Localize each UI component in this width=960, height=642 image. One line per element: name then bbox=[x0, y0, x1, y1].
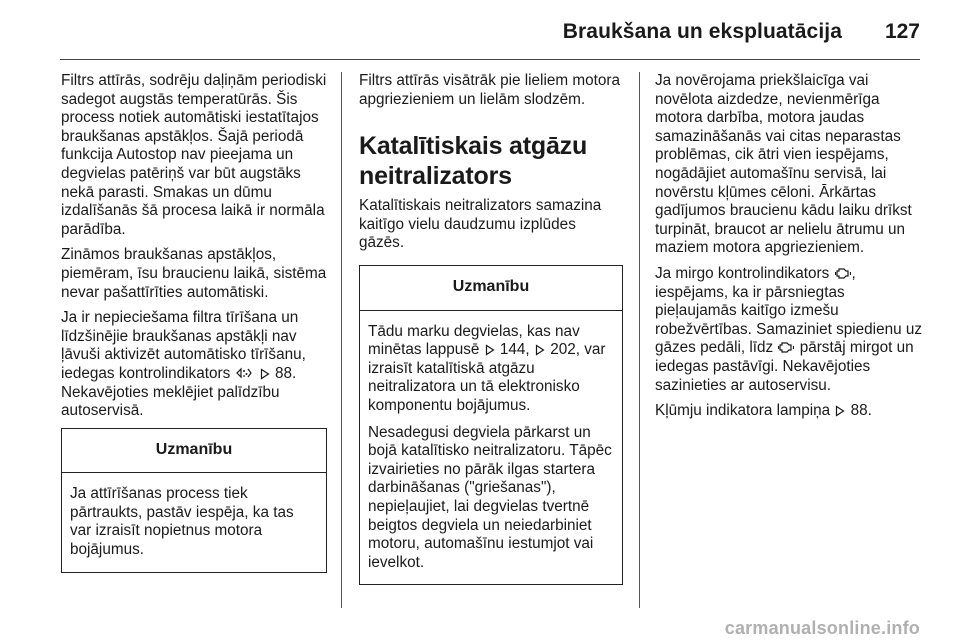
notice-text: Nesadegusi degviela pārkarst un bojā katalītisko neitralizatoru. Tāpēc izvairieties no pārāk ilgas startera darbināšanas ("griešanas"), nepieļaujiet, lai degvielas tvertnē beigtos degviela un neiedarbiniet motoru, automašīnu iestumjot vai ievelkot. bbox=[368, 423, 612, 571]
watermark: carmanualsonline.info bbox=[724, 618, 920, 638]
column-divider-1 bbox=[341, 72, 342, 608]
diesel-particulate-filter-icon bbox=[235, 366, 253, 380]
paragraph bbox=[655, 265, 925, 395]
notice-body bbox=[360, 311, 622, 585]
notice-body bbox=[62, 473, 326, 571]
engine-check-icon bbox=[835, 266, 851, 280]
paragraph bbox=[61, 309, 327, 421]
header-divider bbox=[60, 59, 920, 60]
paragraph-text: Ja mirgo kontrolindikators bbox=[655, 264, 830, 282]
page-reference-arrow-icon bbox=[535, 344, 545, 356]
section-heading: Katalītiskais atgāzu neitralizators bbox=[359, 132, 588, 191]
paragraph-text: Nekavējoties meklējiet palīdzību autoservisā. bbox=[61, 383, 280, 420]
paragraph-text: Kļūmju indikatora lampiņa bbox=[655, 402, 831, 420]
paragraph-text: pārstāj mirgot un iedegas pastāvīgi. Nekavējoties sazinieties ar autoservisu. bbox=[655, 339, 914, 394]
page-reference[interactable]: 88. bbox=[274, 364, 297, 382]
paragraph: Filtrs attīrās visātrāk pie lieliem motora apgriezieniem un lielām slodzēm. bbox=[359, 72, 620, 108]
page-header bbox=[0, 0, 960, 64]
notice-text bbox=[368, 323, 614, 416]
notice-text-part: Tādu marku degvielas, kas nav minētas lappusē bbox=[368, 322, 580, 359]
column-1 bbox=[61, 72, 327, 573]
notice-text: Ja attīrīšanas process tiek pārtraukts, pastāv iespēja, ka tas var izraisīt nopietnus motora bojājumus. bbox=[70, 485, 294, 559]
page-reference-arrow-icon bbox=[485, 344, 495, 356]
engine-check-icon bbox=[778, 340, 794, 354]
paragraph: Filtrs attīrās, sodrēju daļiņām periodiski sadegot augstās temperatūrās. Šis process notiek automātiski iestatītajos braukšanas apstākļos. Šajā periodā funkcija Autostop nav pieejama un degvielas patēriņš var būt augstāks nekā parasti. Smakas un dūmu izdalīšanās šā procesa laikā ir normāla parādība. bbox=[61, 72, 327, 238]
paragraph-text: Ja ir nepieciešama filtra tīrīšana un līdzšinējie braukšanas apstākļi nav ļāvuši aktivizēt automātisko tīrīšanu, iedegas kontrolindikators bbox=[61, 309, 306, 382]
column-2 bbox=[359, 72, 623, 585]
column-divider-2 bbox=[639, 72, 640, 608]
paragraph: Zināmos braukšanas apstākļos, piemēram, īsu braucienu laikā, sistēma nevar pašattīrīties automātiski. bbox=[61, 246, 327, 301]
page-reference-arrow-icon bbox=[835, 405, 845, 417]
warning-notice-box bbox=[359, 265, 623, 585]
warning-notice-box bbox=[61, 428, 327, 573]
notice-title: Uzmanību bbox=[360, 266, 622, 311]
page-reference-arrow-icon bbox=[260, 368, 270, 380]
paragraph-text: , iespējams, ka ir pārsniegtas pieļaujamās kaitīgo izmešu robežvērtības. Samaziniet spiedienu uz gāzes pedāli, līdz bbox=[655, 264, 922, 357]
notice-text-part: var izraisīt katalītiskā atgāzu neitralizatora un tā elektronisko komponentu bojājumus. bbox=[368, 341, 606, 414]
page-reference[interactable]: 144, bbox=[499, 341, 530, 359]
notice-title: Uzmanību bbox=[62, 429, 326, 474]
column-3 bbox=[655, 72, 925, 428]
paragraph: Katalītiskais neitralizators samazina kaitīgo vielu daudzumu izplūdes gāzēs. bbox=[359, 197, 602, 252]
page-number: 127 bbox=[884, 20, 920, 43]
page-header-title: Braukšana un ekspluatācija bbox=[562, 20, 842, 43]
page-reference[interactable]: 88. bbox=[850, 402, 872, 420]
page-reference[interactable]: 202, bbox=[550, 341, 580, 359]
paragraph: Ja novērojama priekšlaicīga vai novēlota aizdedze, nevienmērīga motora darbība, motora jaudas samazināšanās vai citas neparastas problēmas, cik ātri vien iespējams, nogādājiet automašīnu servisā, lai novērstu kļūmes cēloni. Ārkārtas gadījumos braucienu kādu laiku drīkst turpināt, braucot ar nelielu ātrumu un maziem motora apgriezieniem. bbox=[655, 72, 912, 257]
paragraph bbox=[655, 402, 925, 421]
